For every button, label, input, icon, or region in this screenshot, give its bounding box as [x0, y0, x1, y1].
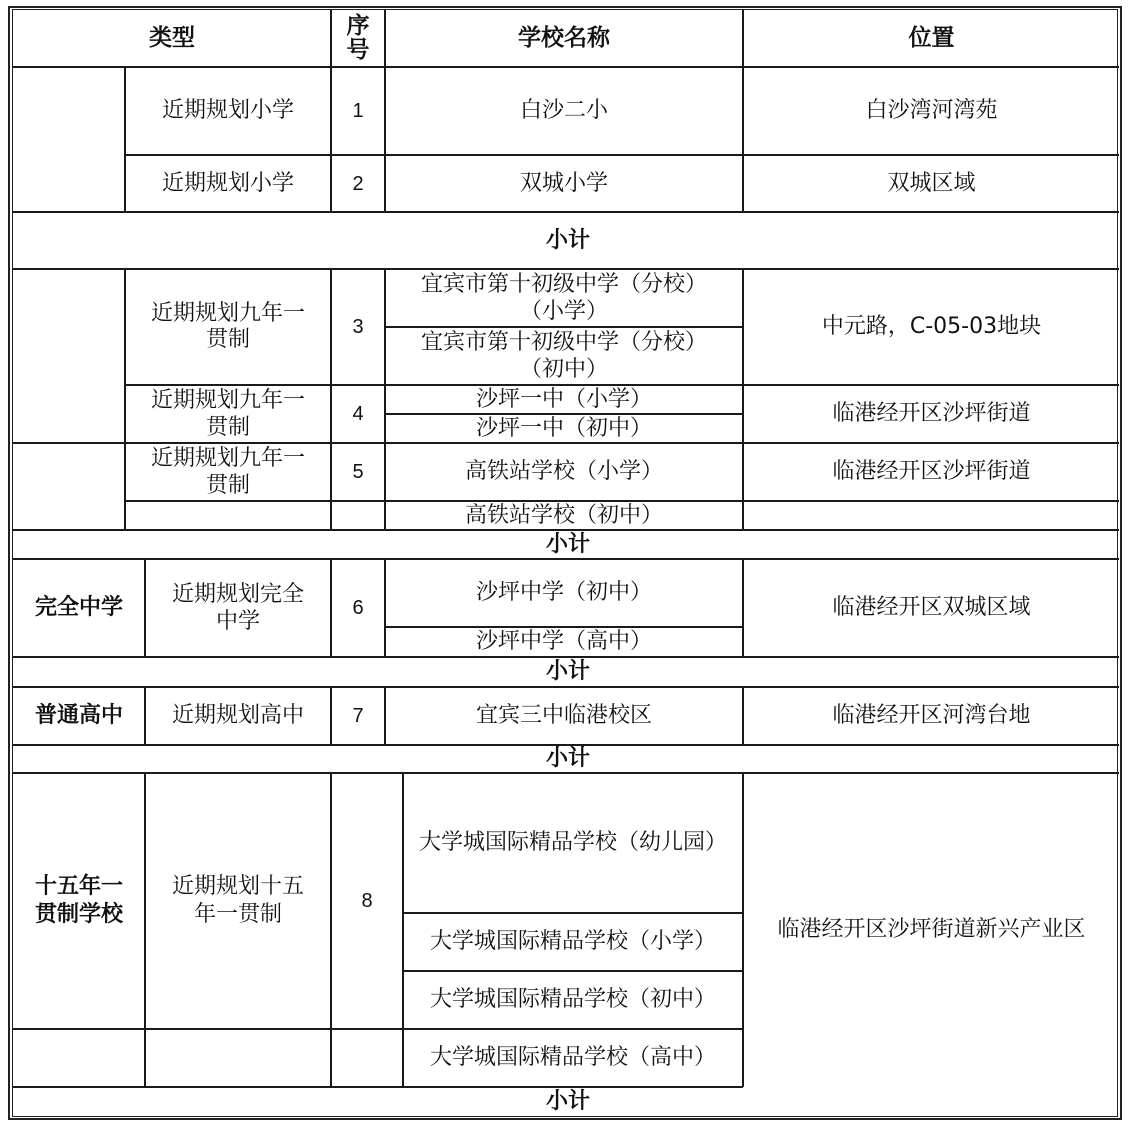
subtotal-row: 小计 [546, 227, 591, 253]
school-name: 沙坪一中（小学） [475, 386, 652, 412]
plan-type [126, 386, 330, 442]
category: 完全中学 [34, 595, 123, 620]
seq-number: 2 [352, 172, 364, 195]
plan-type [126, 444, 330, 500]
seq-number: 7 [352, 705, 364, 727]
seq-number: 6 [352, 597, 364, 619]
location: 双城区域 [887, 170, 976, 196]
subtotal-row: 小计 [546, 531, 591, 557]
header-type: 类型 [149, 25, 195, 51]
school-name-line2: （初中） [519, 357, 608, 382]
school-name: 大学城国际精品学校（小学） [429, 929, 716, 954]
seq-number: 3 [352, 316, 364, 338]
header-seq [332, 9, 384, 67]
school-name: 沙坪中学（高中） [475, 629, 652, 654]
school-name [386, 328, 742, 384]
location: 中元路，C-05-03地块 [821, 314, 1042, 339]
category: 普通高中 [34, 703, 123, 728]
plan-type: 近期规划高中 [171, 703, 304, 728]
plan-type [126, 270, 330, 384]
school-name [386, 270, 742, 326]
header-seq-line1: 序 [346, 13, 370, 39]
header-seq-line2: 号 [346, 37, 370, 63]
school-name: 沙坪中学（初中） [475, 580, 652, 605]
plan-type-line2: 中学 [215, 609, 260, 634]
school-name: 大学城国际精品学校（高中） [429, 1045, 716, 1070]
school-name: 宜宾三中临港校区 [475, 703, 652, 728]
plan-type-line2: 贯制 [205, 415, 250, 440]
location: 临港经开区沙坪街道 [832, 401, 1031, 426]
school-name-line1: 宜宾市第十初级中学（分校） [420, 272, 707, 297]
header-location: 位置 [908, 25, 955, 51]
location: 白沙湾河湾苑 [865, 98, 998, 123]
plan-type [146, 560, 330, 656]
plan-type-line2: 贯制 [205, 327, 250, 352]
plan-type [146, 774, 330, 1028]
subtotal-row: 小计 [546, 1089, 591, 1114]
location: 临港经开区河湾台地 [832, 703, 1031, 728]
subtotal-row: 小计 [546, 659, 591, 684]
school-name: 大学城国际精品学校（初中） [429, 987, 716, 1012]
plan-type-line2: 年一贯制 [193, 902, 282, 927]
category-line1: 十五年一 [34, 874, 123, 899]
school-name: 双城小学 [519, 170, 608, 196]
seq-number: 1 [352, 100, 364, 122]
school-name: 高铁站学校（初中） [464, 502, 663, 528]
category-line2: 贯制学校 [34, 902, 123, 927]
school-name-line2: （小学） [519, 299, 608, 324]
plan-type-line1: 近期规划九年一 [150, 301, 305, 326]
school-name: 大学城国际精品学校（幼儿园） [418, 830, 727, 855]
location: 临港经开区沙坪街道 [832, 459, 1031, 484]
school-name: 白沙二小 [519, 98, 608, 123]
seq-number: 4 [352, 403, 364, 425]
plan-type-line1: 近期规划完全 [171, 582, 304, 607]
school-name-line1: 宜宾市第十初级中学（分校） [420, 330, 707, 355]
location: 临港经开区双城区域 [832, 595, 1031, 620]
school-name: 沙坪一中（初中） [475, 415, 652, 441]
school-name: 高铁站学校（小学） [464, 459, 663, 484]
header-school-name: 学校名称 [518, 25, 610, 51]
category [14, 774, 144, 1028]
plan-type-line2: 贯制 [205, 473, 250, 498]
plan-type-line1: 近期规划九年一 [150, 446, 305, 471]
seq-number: 5 [352, 461, 364, 483]
plan-type-line1: 近期规划十五 [171, 874, 304, 899]
subtotal-row: 小计 [546, 746, 591, 771]
seq-number: 8 [361, 890, 373, 912]
location: 临港经开区沙坪街道新兴产业区 [777, 917, 1086, 942]
plan-type-line1: 近期规划九年一 [150, 388, 305, 413]
plan-type: 近期规划小学 [161, 170, 294, 196]
plan-type: 近期规划小学 [161, 98, 294, 123]
